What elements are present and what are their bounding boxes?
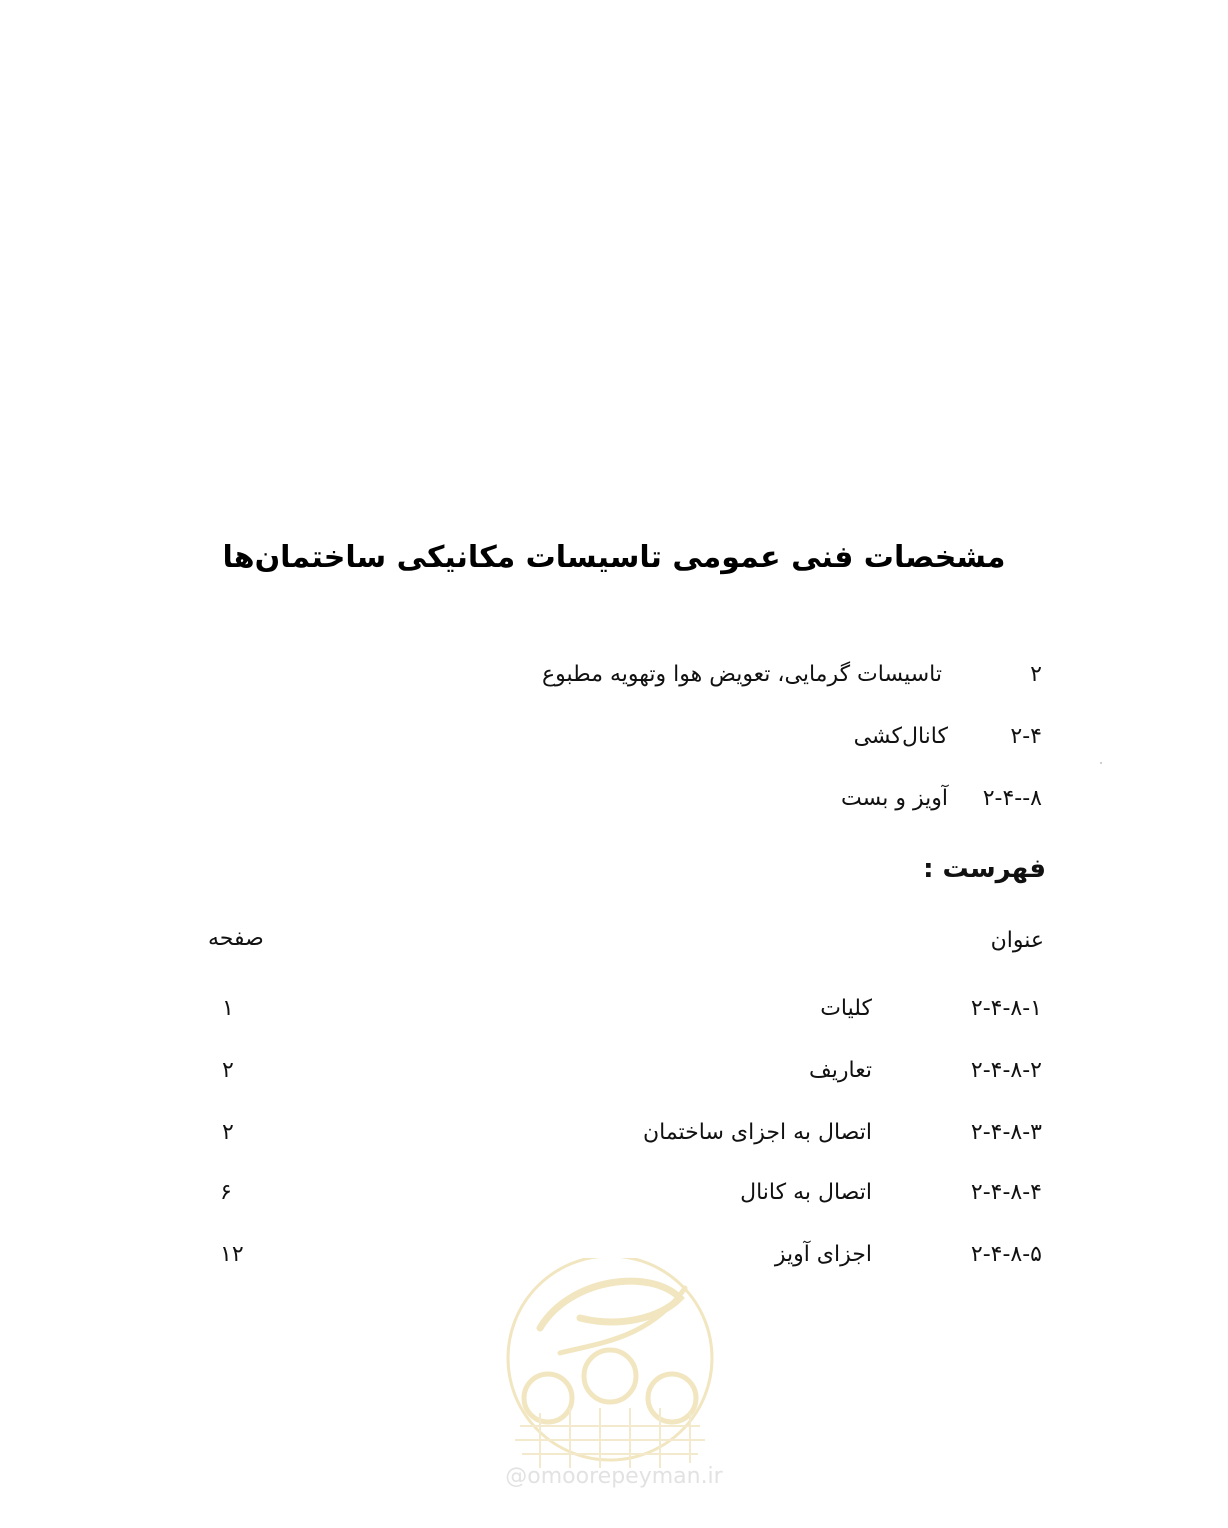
toc-row-number: ۲-۴-۸-۱ <box>970 996 1042 1021</box>
toc-row-title: کلیات <box>820 996 872 1021</box>
section-number: ۲-۴--۸ <box>982 786 1042 811</box>
toc-row-number: ۲-۴-۸-۳ <box>970 1120 1042 1145</box>
toc-row-title: تعاریف <box>809 1058 872 1083</box>
toc-row-page: ۶ <box>220 1180 232 1205</box>
document-title: مشخصات فنی عمومی تاسیسات مکانیکی ساختمان‌ها <box>222 540 1006 575</box>
toc-column-page: صفحه <box>208 926 264 951</box>
scan-speck <box>1100 762 1102 764</box>
toc-row-title: اتصال به کانال <box>740 1180 872 1205</box>
toc-row-page: ۱۲ <box>220 1242 244 1267</box>
toc-row-number: ۲-۴-۸-۴ <box>970 1180 1042 1205</box>
toc-row-number: ۲-۴-۸-۵ <box>970 1242 1042 1267</box>
toc-row-page: ۱ <box>222 996 234 1021</box>
toc-heading: فهرست : <box>923 854 1046 884</box>
section-text: آویز و بست <box>841 786 948 811</box>
section-number: ۲-۴ <box>1010 724 1042 749</box>
toc-row-page: ۲ <box>222 1058 234 1083</box>
toc-column-title: عنوان <box>990 928 1044 953</box>
section-text: کانال‌کشی <box>853 724 948 749</box>
toc-row-page: ۲ <box>222 1120 234 1145</box>
toc-row-title: اتصال به اجزای ساختمان <box>642 1120 872 1145</box>
section-number: ۲ <box>1030 662 1042 687</box>
toc-row-title: اجزای آویز <box>774 1242 872 1267</box>
watermark-text: @omoorepeyman.ir <box>505 1464 723 1489</box>
toc-row-number: ۲-۴-۸-۲ <box>970 1058 1042 1083</box>
section-text: تاسیسات گرمایی، تعویض هوا وتهویه مطبوع <box>542 662 942 687</box>
